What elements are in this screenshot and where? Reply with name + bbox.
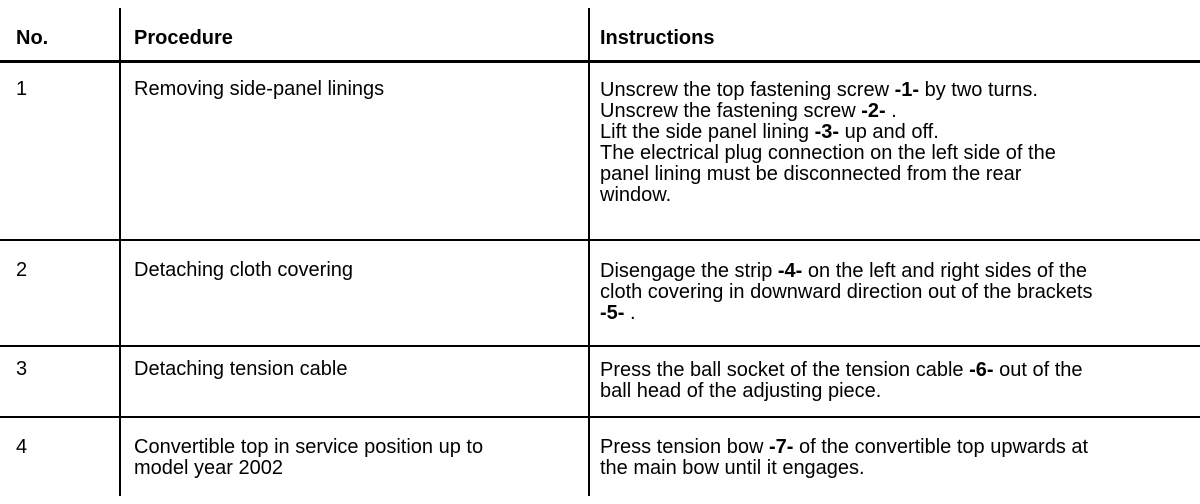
instruction-line bbox=[600, 282, 1093, 303]
row-1-procedure bbox=[134, 79, 384, 100]
instruction-text: up and off. bbox=[839, 121, 939, 143]
instruction-line bbox=[600, 381, 1083, 402]
procedure-line: Removing side-panel linings bbox=[134, 78, 385, 100]
row-3-instructions bbox=[600, 360, 1083, 402]
instruction-text: . bbox=[624, 302, 636, 324]
instruction-line bbox=[600, 458, 1088, 479]
part-reference: -6- bbox=[969, 359, 994, 381]
row-2-no: 2 bbox=[16, 259, 28, 281]
row-3-no: 3 bbox=[16, 358, 28, 380]
part-reference: -1- bbox=[894, 79, 920, 101]
instruction-line bbox=[600, 143, 1056, 164]
header-procedure: Procedure bbox=[134, 27, 233, 49]
instruction-line bbox=[600, 261, 1093, 282]
instruction-text: Unscrew the top fastening screw bbox=[600, 79, 895, 101]
instruction-text: on the left and right sides of the bbox=[802, 260, 1087, 282]
procedure-line: Convertible top in service position up to bbox=[134, 436, 484, 458]
row-4-procedure bbox=[134, 437, 483, 479]
instruction-text: out of the bbox=[993, 359, 1083, 381]
procedure-line: model year 2002 bbox=[134, 457, 283, 479]
instruction-text: window. bbox=[600, 184, 672, 206]
instruction-line bbox=[600, 303, 1093, 324]
row-rule bbox=[0, 345, 1200, 347]
instruction-text: of the convertible top upwards at bbox=[793, 436, 1089, 458]
header-no: No. bbox=[16, 27, 49, 49]
instruction-text: by two turns. bbox=[919, 79, 1038, 101]
instruction-text: Lift the side panel lining bbox=[600, 121, 815, 143]
instruction-line bbox=[600, 122, 1056, 143]
instruction-line bbox=[600, 185, 1056, 206]
instruction-line bbox=[600, 164, 1056, 185]
row-4-no: 4 bbox=[16, 436, 28, 458]
column-divider bbox=[119, 8, 121, 496]
row-rule bbox=[0, 239, 1200, 241]
part-reference: -7- bbox=[768, 436, 794, 458]
row-1-instructions bbox=[600, 80, 1056, 206]
row-2-instructions bbox=[600, 261, 1093, 324]
header-rule bbox=[0, 60, 1200, 63]
instruction-text: the main bow until it engages. bbox=[600, 457, 865, 479]
instruction-text: . bbox=[885, 100, 897, 122]
instruction-line bbox=[600, 360, 1083, 381]
instruction-line bbox=[600, 80, 1056, 101]
part-reference: -5- bbox=[600, 302, 625, 324]
row-rule bbox=[0, 416, 1200, 418]
procedure-line: Detaching tension cable bbox=[134, 358, 348, 380]
instruction-text: Disengage the strip bbox=[600, 260, 778, 282]
instruction-text: Unscrew the fastening screw bbox=[600, 100, 862, 122]
instruction-line bbox=[600, 437, 1088, 458]
part-reference: -3- bbox=[814, 121, 840, 143]
instruction-text: The electrical plug connection on the left side of the bbox=[600, 142, 1056, 164]
instruction-line bbox=[600, 101, 1056, 122]
instruction-text: panel lining must be disconnected from the rear bbox=[600, 163, 1022, 185]
row-4-instructions bbox=[600, 437, 1088, 479]
instruction-text: Press tension bow bbox=[600, 436, 769, 458]
column-divider bbox=[588, 8, 590, 496]
part-reference: -4- bbox=[777, 260, 803, 282]
row-1-no: 1 bbox=[16, 78, 28, 100]
instruction-text: Press the ball socket of the tension cable bbox=[600, 359, 970, 381]
instruction-text: cloth covering in downward direction out of the brackets bbox=[600, 281, 1093, 303]
procedure-line: Detaching cloth covering bbox=[134, 259, 354, 281]
row-3-procedure bbox=[134, 359, 347, 380]
part-reference: -2- bbox=[861, 100, 886, 122]
instruction-text: ball head of the adjusting piece. bbox=[600, 380, 882, 402]
header-instructions: Instructions bbox=[600, 27, 715, 49]
row-2-procedure bbox=[134, 260, 353, 281]
